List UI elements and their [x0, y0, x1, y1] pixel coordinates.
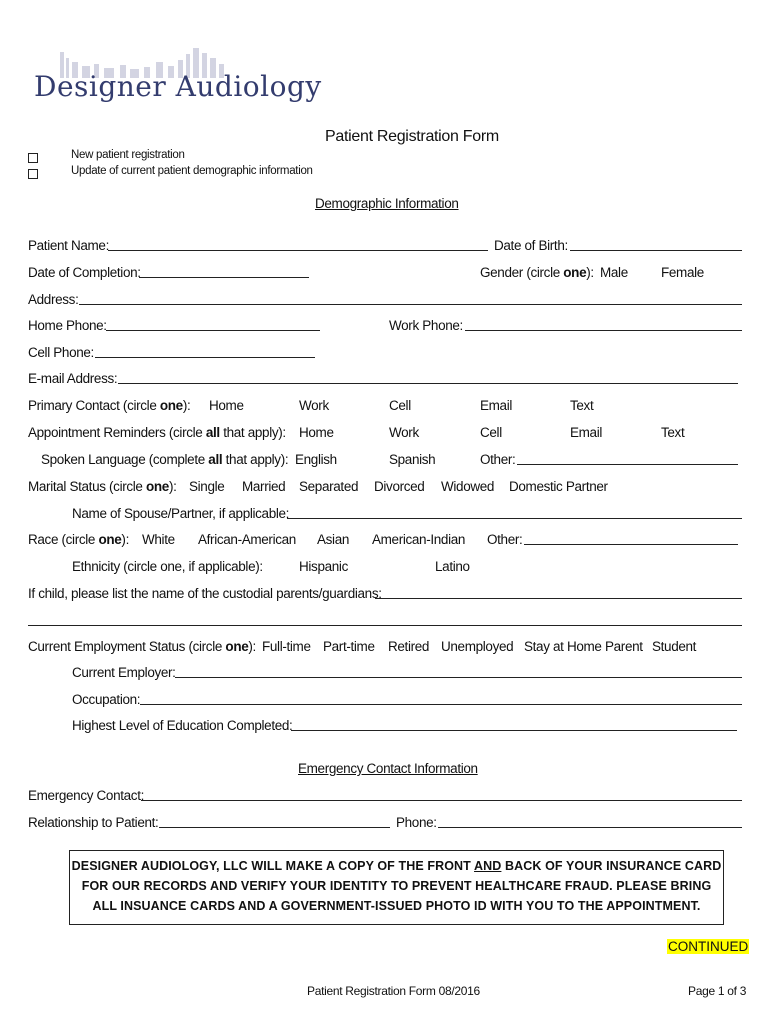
gender-label: Gender (circle one): — [480, 265, 594, 280]
date-completion-field[interactable] — [139, 277, 309, 278]
occupation-label: Occupation: — [72, 692, 141, 707]
new-patient-label: New patient registration — [71, 149, 185, 161]
emergency-phone-label: Phone: — [396, 815, 437, 830]
ethnicity-hispanic[interactable]: Hispanic — [299, 559, 348, 574]
email-label: E-mail Address: — [28, 371, 118, 386]
employment-stay-home[interactable]: Stay at Home Parent — [524, 639, 643, 654]
notice-line-2: FOR OUR RECORDS AND VERIFY YOUR IDENTITY TO PREVENT HEALTHCARE FRAUD. PLEASE BRING — [81, 879, 712, 893]
home-phone-field[interactable] — [106, 330, 320, 331]
marital-widowed[interactable]: Widowed — [441, 479, 495, 494]
employer-label: Current Employer: — [72, 665, 176, 680]
race-other-label: Other: — [487, 532, 523, 547]
language-label: Spoken Language (complete all that apply): — [41, 452, 289, 467]
patient-name-label: Patient Name: — [28, 238, 109, 253]
language-english[interactable]: English — [295, 452, 337, 467]
notice-line-3: ALL INSUANCE CARDS AND A GOVERNMENT-ISSUED PHOTO ID WITH YOU TO THE APPOINTMENT. — [92, 899, 701, 913]
dob-label: Date of Birth: — [494, 238, 568, 253]
spouse-field[interactable] — [287, 518, 742, 519]
ethnicity-latino[interactable]: Latino — [435, 559, 470, 574]
language-other-label: Other: — [480, 452, 516, 467]
primary-cell[interactable]: Cell — [389, 398, 411, 413]
cell-phone-field[interactable] — [95, 357, 315, 358]
logo — [34, 44, 322, 108]
employment-unemployed[interactable]: Unemployed — [441, 639, 514, 654]
reminder-work[interactable]: Work — [389, 425, 419, 440]
race-american-indian[interactable]: American-Indian — [372, 532, 466, 547]
footer-page-number: Page 1 of 3 — [688, 984, 747, 998]
marital-separated[interactable]: Separated — [299, 479, 359, 494]
race-white[interactable]: White — [142, 532, 175, 547]
language-other-field[interactable] — [517, 464, 738, 465]
spouse-label: Name of Spouse/Partner, if applicable: — [72, 506, 290, 521]
continued-label: CONTINUED — [668, 939, 749, 954]
occupation-field[interactable] — [140, 704, 742, 705]
reminders-label: Appointment Reminders (circle all that apply): — [28, 425, 286, 440]
language-spanish[interactable]: Spanish — [389, 452, 436, 467]
employment-student[interactable]: Student — [652, 639, 697, 654]
address-field[interactable] — [79, 304, 742, 305]
employment-part-time[interactable]: Part-time — [323, 639, 375, 654]
marital-domestic[interactable]: Domestic Partner — [509, 479, 608, 494]
employer-field[interactable] — [175, 677, 742, 678]
work-phone-field[interactable] — [465, 330, 742, 331]
employment-label: Current Employment Status (circle one): — [28, 639, 256, 654]
date-completion-label: Date of Completion: — [28, 265, 141, 280]
gender-male[interactable]: Male — [600, 265, 628, 280]
primary-contact-label: Primary Contact (circle one): — [28, 398, 191, 413]
home-phone-label: Home Phone: — [28, 318, 107, 333]
footer-form-id: Patient Registration Form 08/2016 — [307, 984, 480, 998]
reminder-home[interactable]: Home — [299, 425, 334, 440]
new-patient-checkbox[interactable] — [28, 153, 38, 163]
emergency-contact-label: Emergency Contact: — [28, 788, 145, 803]
education-label: Highest Level of Education Completed: — [72, 718, 293, 733]
guardians-field-2[interactable] — [28, 625, 742, 626]
page-title: Patient Registration Form — [325, 128, 499, 145]
guardians-label: If child, please list the name of the custodial parents/guardians: — [28, 586, 382, 601]
email-field[interactable] — [118, 383, 738, 384]
marital-single[interactable]: Single — [189, 479, 225, 494]
reminder-text[interactable]: Text — [661, 425, 685, 440]
primary-home[interactable]: Home — [209, 398, 244, 413]
demographic-heading: Demographic Information — [315, 196, 459, 211]
logo-text: Designer Audiology — [34, 70, 322, 103]
race-african-american[interactable]: African-American — [198, 532, 296, 547]
cell-phone-label: Cell Phone: — [28, 345, 94, 360]
address-label: Address: — [28, 292, 79, 307]
patient-name-field[interactable] — [108, 250, 488, 251]
relationship-label: Relationship to Patient: — [28, 815, 159, 830]
ethnicity-label: Ethnicity (circle one, if applicable): — [72, 559, 263, 574]
emergency-phone-field[interactable] — [438, 827, 742, 828]
emergency-heading: Emergency Contact Information — [298, 761, 478, 776]
update-info-checkbox[interactable] — [28, 169, 38, 179]
work-phone-label: Work Phone: — [389, 318, 463, 333]
dob-field[interactable] — [570, 250, 742, 251]
insurance-notice — [69, 850, 724, 925]
marital-married[interactable]: Married — [242, 479, 286, 494]
update-info-label: Update of current patient demographic information — [71, 165, 313, 177]
race-other-field[interactable] — [524, 544, 738, 545]
employment-full-time[interactable]: Full-time — [262, 639, 311, 654]
primary-text[interactable]: Text — [570, 398, 594, 413]
notice-line-1: DESIGNER AUDIOLOGY, LLC WILL MAKE A COPY OF THE FRONT AND BACK OF YOUR INSURANCE CARD — [71, 859, 722, 873]
guardians-field-1[interactable] — [375, 598, 742, 599]
education-field[interactable] — [291, 730, 737, 731]
relationship-field[interactable] — [159, 827, 390, 828]
gender-female[interactable]: Female — [661, 265, 704, 280]
reminder-email[interactable]: Email — [570, 425, 603, 440]
reminder-cell[interactable]: Cell — [480, 425, 502, 440]
emergency-contact-field[interactable] — [141, 800, 742, 801]
primary-work[interactable]: Work — [299, 398, 329, 413]
marital-label: Marital Status (circle one): — [28, 479, 177, 494]
race-asian[interactable]: Asian — [317, 532, 350, 547]
employment-retired[interactable]: Retired — [388, 639, 430, 654]
marital-divorced[interactable]: Divorced — [374, 479, 425, 494]
primary-email[interactable]: Email — [480, 398, 513, 413]
race-label: Race (circle one): — [28, 532, 129, 547]
